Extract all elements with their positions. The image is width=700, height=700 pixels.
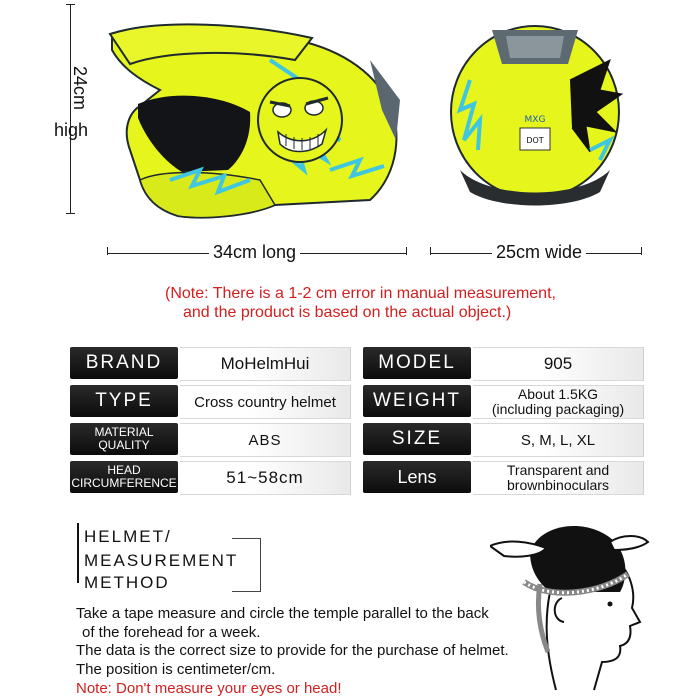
- method-warning: Note: Don't measure your eyes or head!: [76, 680, 342, 697]
- weight-value-line-2: (including packaging): [491, 401, 625, 417]
- width-label: 25cm wide: [492, 242, 586, 263]
- brand-value: MoHelmHui: [180, 347, 351, 381]
- length-dimension: [107, 242, 407, 262]
- material-label-line-2: QUALITY: [98, 438, 150, 452]
- head-circumference-label: [70, 461, 178, 493]
- weight-value: [473, 385, 644, 419]
- helmet-side-image: [100, 20, 410, 230]
- model-label: MODEL: [363, 347, 471, 379]
- height-word: high: [54, 120, 89, 140]
- method-title-line-1: HELMET/: [84, 527, 172, 546]
- weight-value-line-1: About 1.5KG: [517, 386, 599, 402]
- dot-badge: DOT: [526, 136, 544, 145]
- method-bracket-left: [77, 523, 79, 583]
- model-value: 905: [473, 347, 644, 381]
- material-label-line-1: MATERIAL: [94, 425, 154, 439]
- type-label: TYPE: [70, 385, 178, 417]
- note-line-1: (Note: There is a 1-2 cm error in manual measurement,: [165, 285, 556, 302]
- method-title-line-2: MEASUREMENT: [84, 551, 239, 570]
- method-line-2: of the forehead for a week.: [82, 624, 261, 641]
- head-circumference-value: 51~58cm: [180, 461, 351, 495]
- brand-label: BRAND: [70, 347, 178, 379]
- method-line-4: The position is centimeter/cm.: [76, 661, 276, 678]
- size-value: S, M, L, XL: [473, 423, 644, 457]
- back-brand-mark: MXG: [524, 115, 546, 125]
- method-title-line-3: METHOD: [84, 573, 170, 592]
- lens-value: [473, 461, 644, 495]
- method-line-3: The data is the correct size to provide for the purchase of helmet.: [76, 642, 509, 659]
- height-dimension-cap-bottom: [66, 213, 75, 214]
- material-value: ABS: [180, 423, 351, 457]
- length-label: 34cm long: [209, 242, 300, 263]
- material-label: [70, 423, 178, 455]
- lens-value-line-1: Transparent and: [506, 462, 610, 478]
- size-label: SIZE: [363, 423, 471, 455]
- weight-label: WEIGHT: [363, 385, 471, 417]
- height-dimension-cap-top: [66, 4, 75, 5]
- width-dimension: [430, 242, 642, 262]
- lens-value-line-2: brownbinoculars: [507, 477, 609, 493]
- height-value: 24cm: [70, 66, 90, 111]
- lens-label: Lens: [363, 461, 471, 493]
- head-label-line-1: HEAD: [107, 463, 141, 477]
- type-value: Cross country helmet: [180, 385, 351, 419]
- note-line-2: and the product is based on the actual object.): [183, 304, 512, 321]
- head-label-line-2: CIRCUMFERENCE: [71, 476, 177, 490]
- head-measure-illustration: [490, 512, 650, 692]
- method-line-1: Take a tape measure and circle the temple parallel to the back: [76, 605, 489, 622]
- helmet-back-image: [440, 20, 630, 210]
